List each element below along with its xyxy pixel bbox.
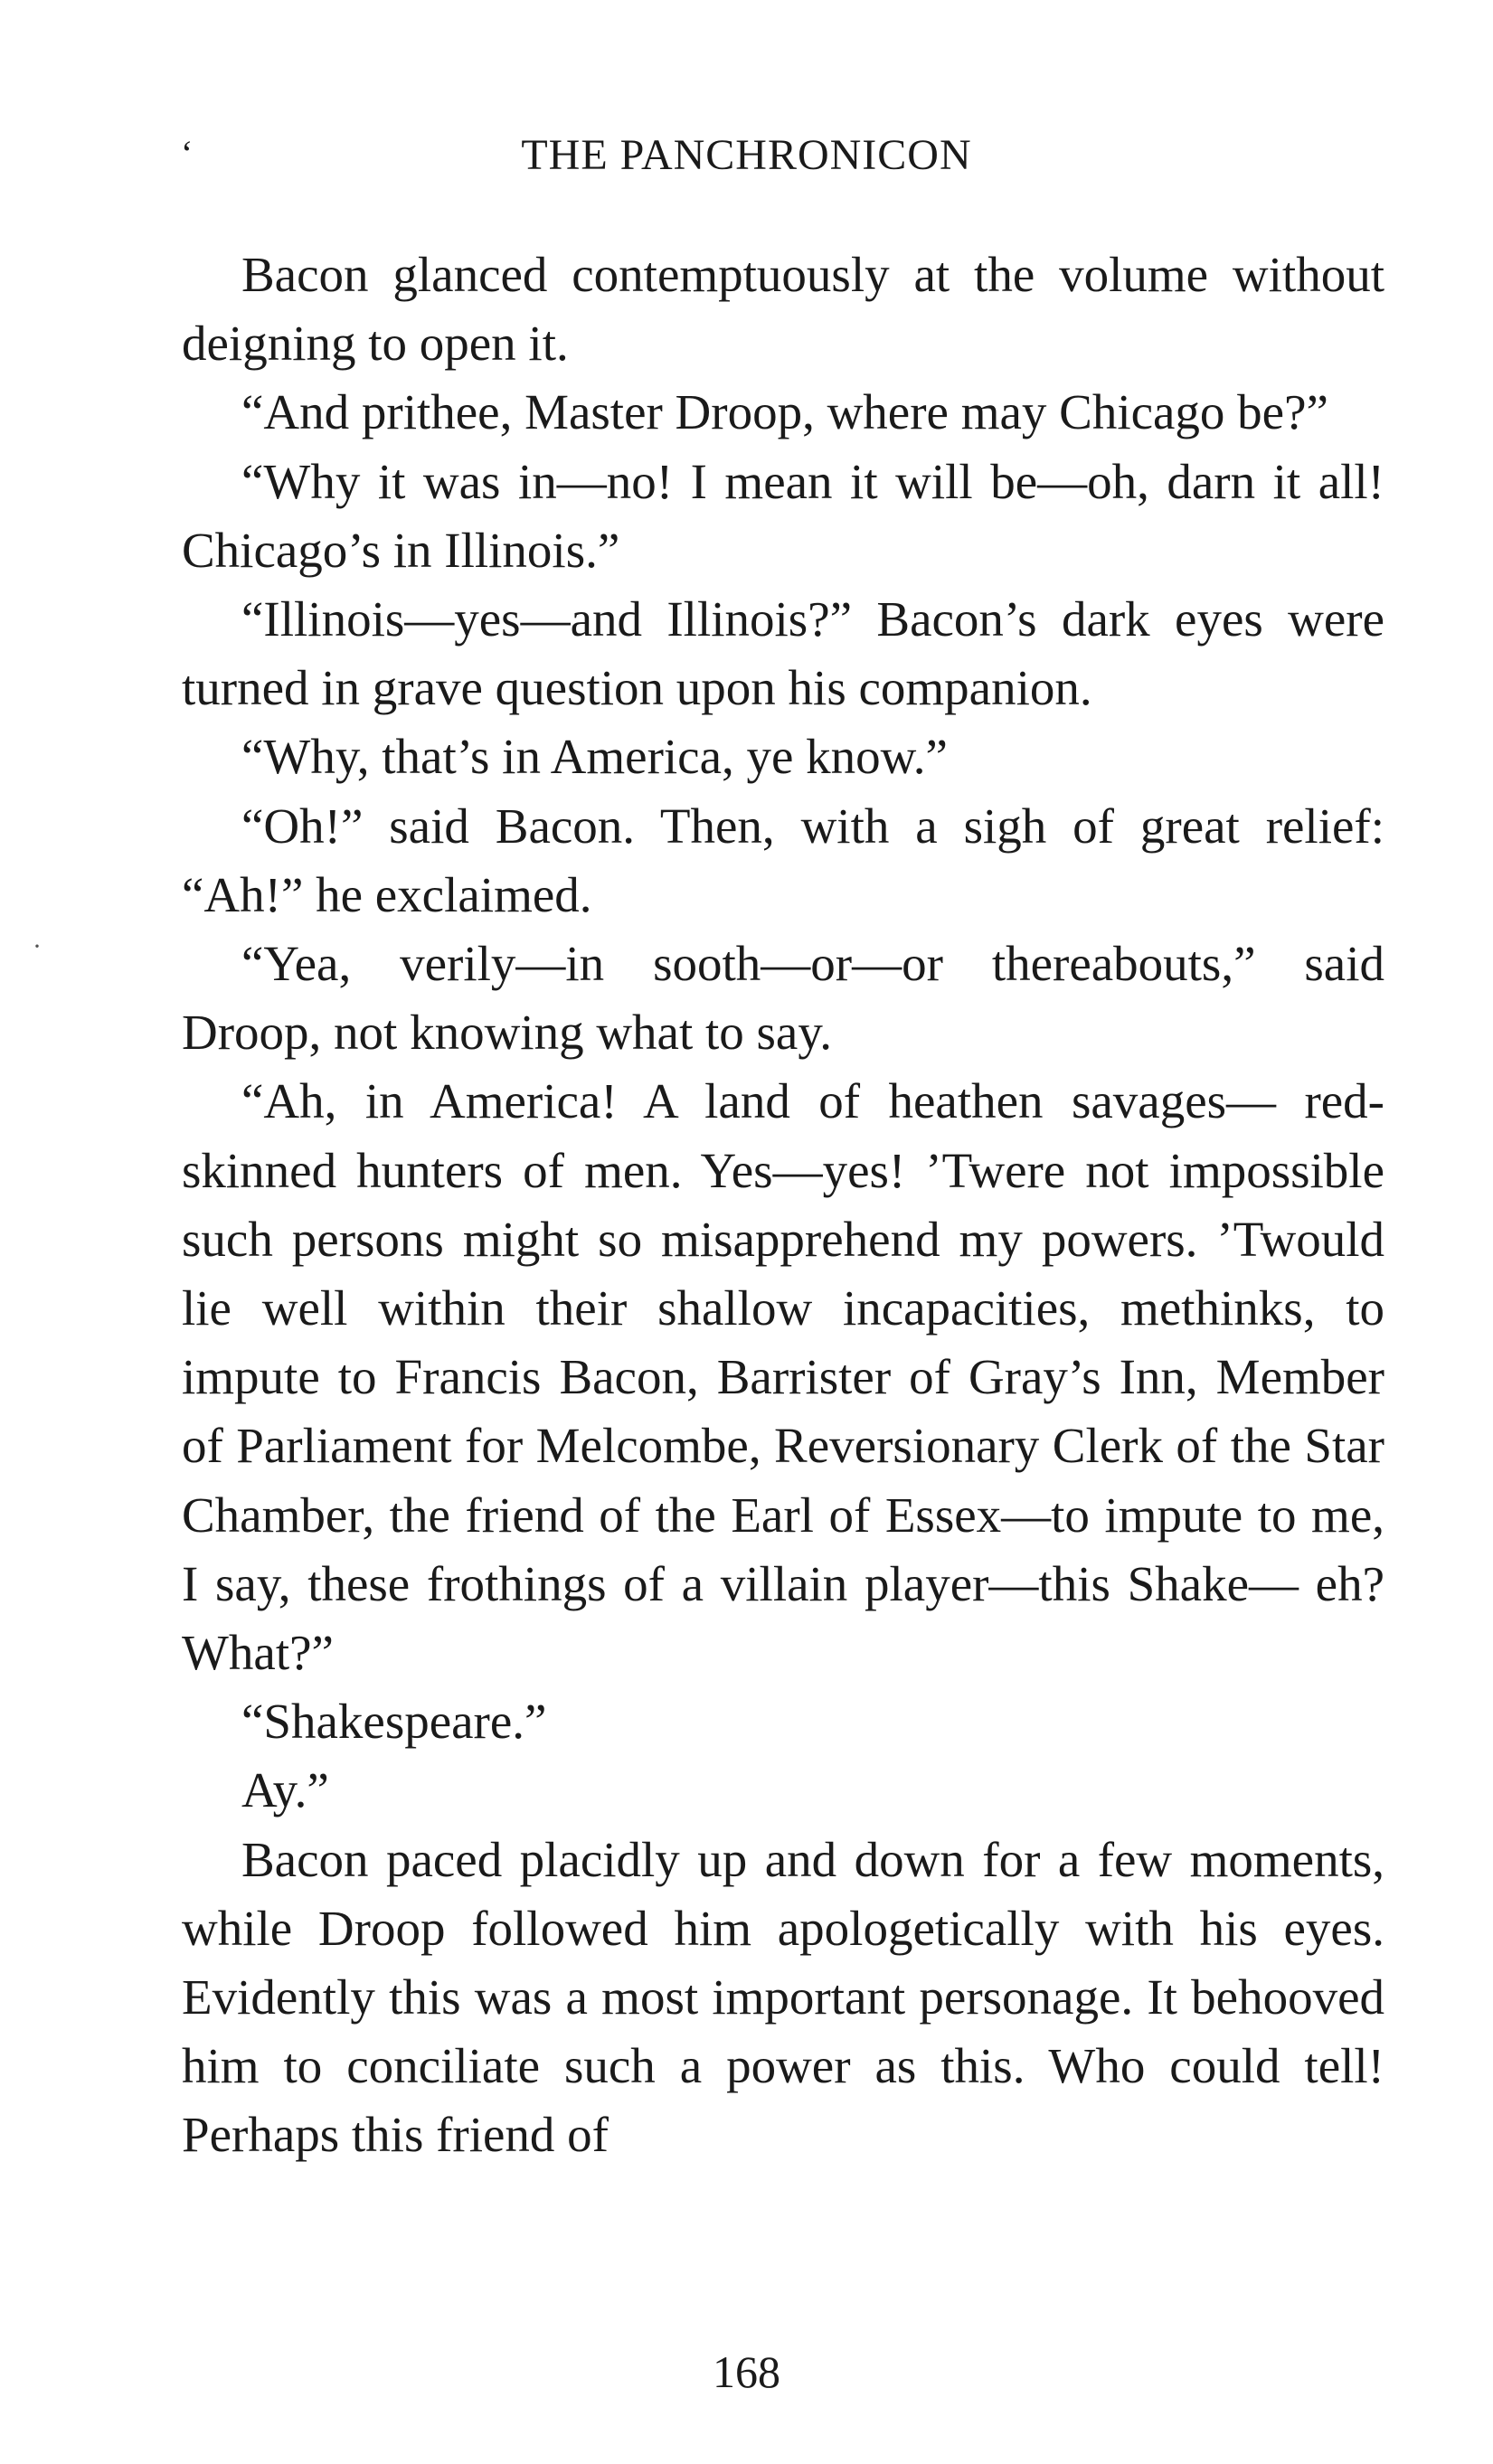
paragraph: Bacon paced placidly up and down for a few moments, while Droop followed him apologetically with his eyes. Evidently this was a most important personage. It behooved him to conciliate such a power as this. Who could tell! Perhaps this friend of bbox=[182, 1831, 1384, 2163]
running-head-mark: ‘ bbox=[181, 133, 194, 174]
paragraph: “Ah, in America! A land of heathen savages— red-skinned hunters of men. Yes—yes! ’Twere not impossible such persons might so misapprehend my powers. ’Twould lie well within their shallow incapacities, methinks, to impute to Francis Bacon, Barrister of Gray’s Inn, Member of Parliament for Melcombe, Reversionary Clerk of the Star Chamber, the friend of the Earl of Essex—to impute to me, I say, these frothings of a villain player—this Shake— eh? What?” bbox=[182, 1073, 1384, 1681]
paragraph: “Shakespeare.” bbox=[241, 1694, 547, 1750]
paragraph: “Yea, verily—in sooth—or—or thereabouts,” said Droop, not knowing what to say. bbox=[182, 936, 1384, 1061]
paragraph: “Why it was in—no! I mean it will be—oh, darn it all! Chicago’s in Illinois.” bbox=[182, 453, 1384, 578]
paragraph: “Why, that’s in America, ye know.” bbox=[241, 729, 948, 785]
paragraph: “Illinois—yes—and Illinois?” Bacon’s dark eyes were turned in grave question upon his companion. bbox=[182, 591, 1384, 716]
paragraph: “Oh!” said Bacon. Then, with a sigh of great relief: “Ah!” he exclaimed. bbox=[182, 798, 1384, 922]
paragraph: Ay.” bbox=[241, 1762, 329, 1818]
body-text bbox=[182, 241, 1384, 2170]
margin-speck: · bbox=[33, 931, 42, 961]
paragraph: “And prithee, Master Droop, where may Chicago be?” bbox=[241, 384, 1328, 440]
page-number: 168 bbox=[713, 2346, 780, 2397]
running-head-title: THE PANCHRONICON bbox=[521, 131, 972, 179]
paragraph: Bacon glanced contemptuously at the volume without deigning to open it. bbox=[182, 247, 1384, 372]
